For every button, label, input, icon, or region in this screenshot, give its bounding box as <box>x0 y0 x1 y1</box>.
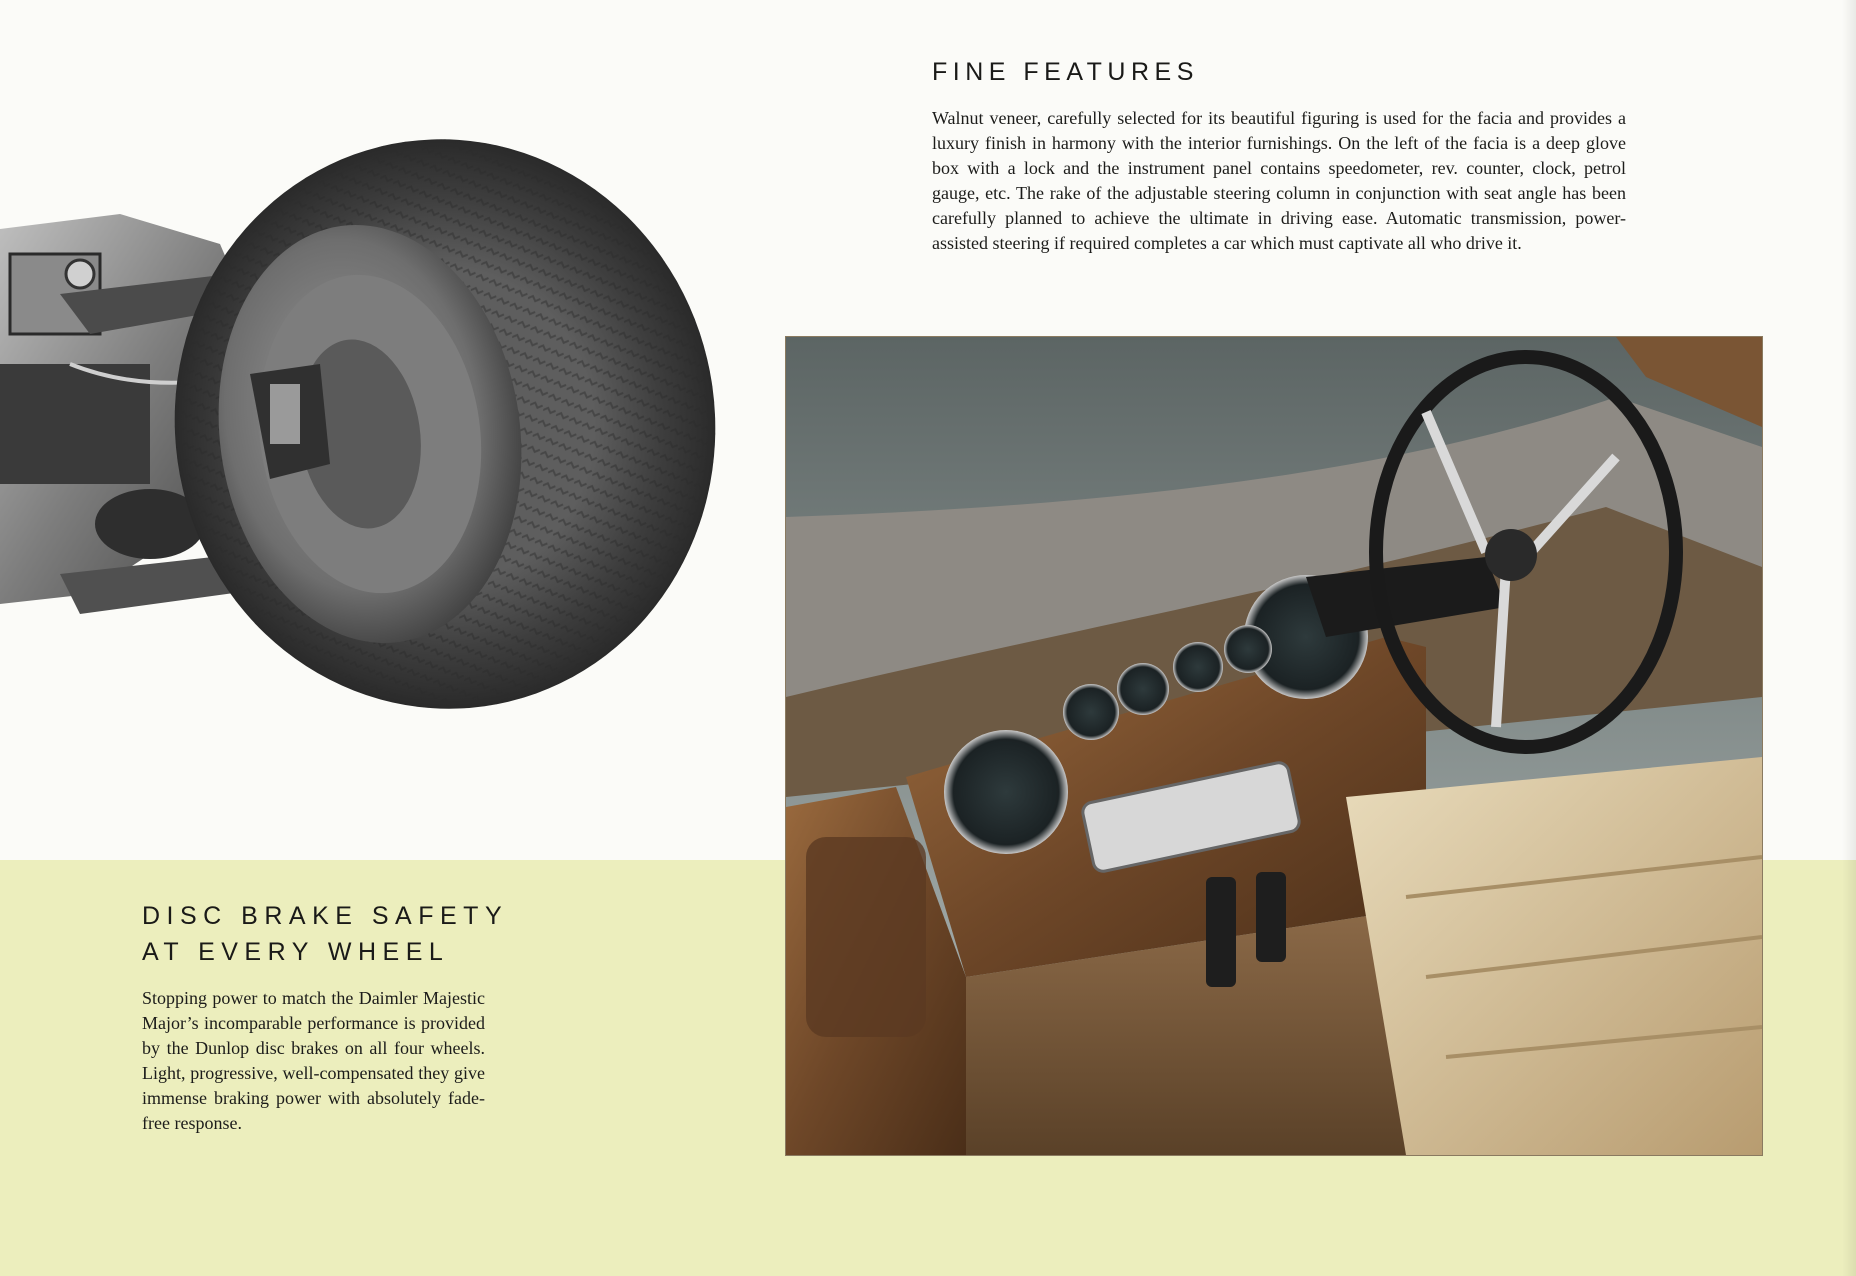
dashboard-interior-illustration <box>786 337 1762 1155</box>
fine-features-title: FINE FEATURES <box>932 58 1199 86</box>
wheel-brake-illustration <box>0 134 740 709</box>
disc-brake-title <box>142 898 508 970</box>
disc-brake-paragraph: Stopping power to match the Daimler Majestic Major’s incomparable performance is provided by the Dunlop disc brakes on all four wheels. Light, progressive, well-compensated they give immense braking power with absolutely fade-free response. <box>142 988 485 1133</box>
fine-features-paragraph: Walnut veneer, carefully selected for its beautiful figuring is used for the facia and provides a luxury finish in harmony with the interior furnishings. On the left of the facia is a deep glove box with a lock and the instrument panel contains speedometer, rev. counter, clock, petrol gauge, etc. The rake of the adjustable steering column in conjunction with seat angle has been carefully planned to achieve the ultimate in driving ease. Automatic transmission, power-assisted steering if required completes a car which must captivate all who drive it. <box>932 108 1626 253</box>
disc-brake-title-line2: AT EVERY WHEEL <box>142 938 450 966</box>
disc-brake-title-line1: DISC BRAKE SAFETY <box>142 902 509 930</box>
page-edge-shadow <box>1842 0 1856 1276</box>
